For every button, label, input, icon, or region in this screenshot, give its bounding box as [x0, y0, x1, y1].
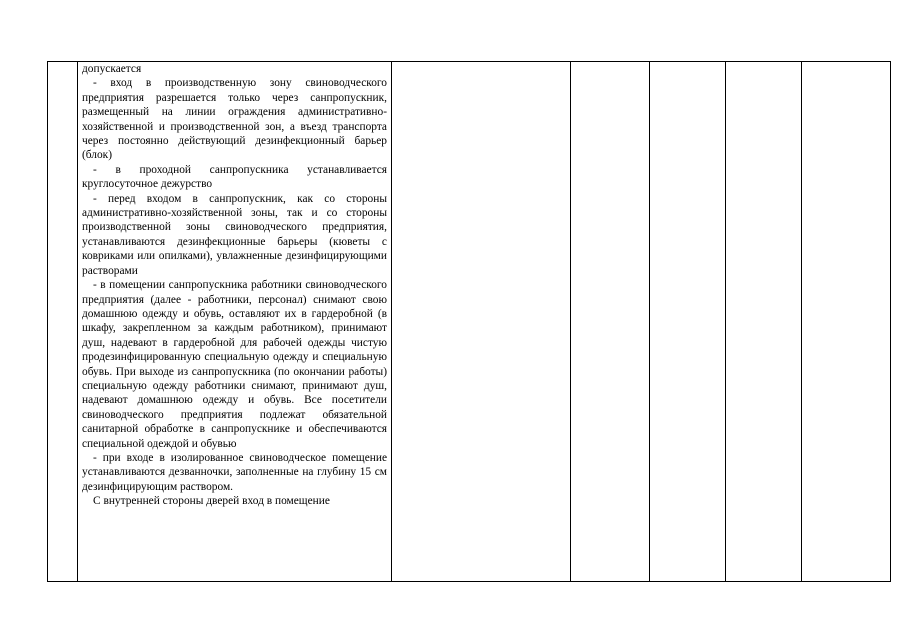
paragraph-continuation: допускается — [82, 63, 142, 75]
empty-cell — [726, 62, 802, 582]
paragraph-disinfection-barriers: - перед входом в санпропускник, как со стороны административно-хозяйственной зоны, так и со стороны производственной зоны свиноводческого предприятия, устанавливаются дезинфекционные барьеры (кюветы с ковриками или опилками), увлажненные дезинфицирующими растворами — [82, 192, 387, 277]
paragraph-duty: - в проходной санпропускника устанавливается круглосуточное дежурство — [82, 163, 387, 191]
paragraph-sanitary-room: - в помещении санпропускника работники свиноводческого предприятия (далее - работники, персонал) снимают свою домашнюю одежду и обувь, оставляют их в гардеробной (в шкафу, закрепленном за каждым работником), принимают душ, надевают в гардеробной для рабочей одежды чистую продезинфицированную специальную одежду и специальную обувь. При выходе из санпропускника (по окончании работы) специальную одежду работники снимают, принимают душ, надевают домашнюю одежду и обувь. Все посетители свиноводческого предприятия подлежат обязательной санитарной обработке в санпропускнике и обеспечиваются специальной одеждой и обувью — [82, 279, 387, 450]
paragraph-door-inside: С внутренней стороны дверей вход в помещение — [93, 495, 330, 508]
requirements-table — [47, 61, 891, 582]
empty-cell — [802, 62, 891, 582]
table-row — [48, 62, 891, 582]
requirement-text-cell — [78, 62, 392, 582]
paragraph-foot-baths: - при входе в изолированное свиноводческое помещение устанавливаются дезванночки, заполненные на глубину 15 см дезинфицирующим раствором. — [82, 451, 387, 493]
paragraph-entry-zone: - вход в производственную зону свиноводческого предприятия разрешается только через санпропускник, размещенный на линии ограждения административно-хозяйственной и производственной зон, а въезд транспорта через постоянно действующий дезинфекционный барьер (блок) — [82, 77, 387, 162]
empty-cell — [650, 62, 726, 582]
number-cell — [48, 62, 78, 582]
empty-cell — [392, 62, 571, 582]
empty-cell — [571, 62, 650, 582]
